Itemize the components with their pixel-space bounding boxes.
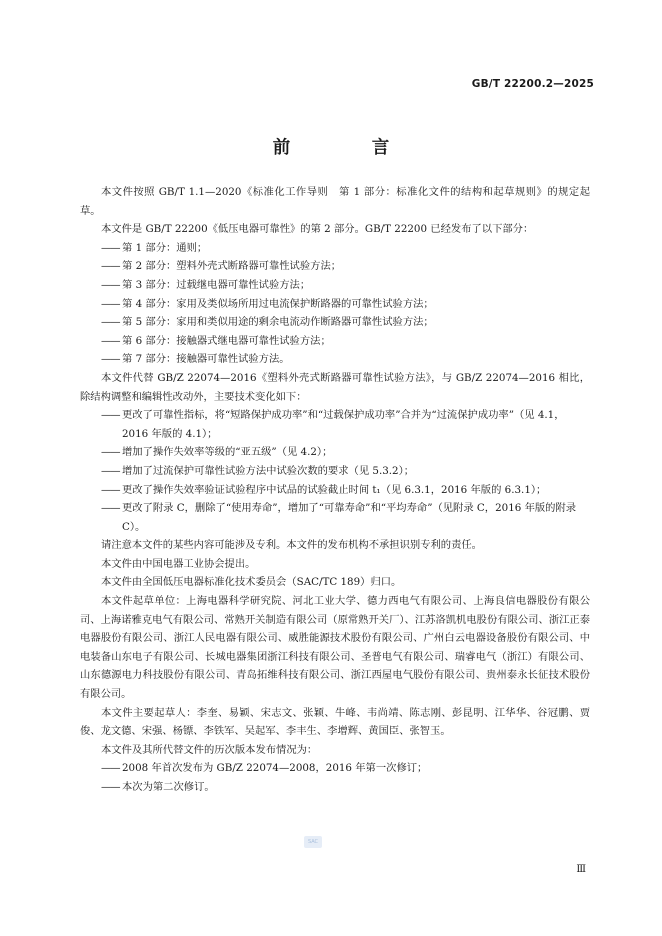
paragraph-drafters: 本文件主要起草人：李奎、易颖、宋志文、张颖、牛峰、韦尚靖、陈志刚、彭昆明、江华华、谷冠鹏、贾俊、龙文德、宋强、杨镖、李铁军、吴起军、李丰生、李增辉、黄国臣、张智玉。 [80, 706, 590, 738]
paragraph-proposer: 本文件由中国电器工业协会提出。 [101, 557, 256, 570]
paragraph-committee: 本文件由全国低压电器标准化技术委员会（SAC/TC 189）归口。 [101, 576, 402, 589]
list-item: —— 2008 年首次发布为 GB/Z 22074—2008，2016 年第一次修订； [101, 762, 428, 775]
list-item-text: 更改了附录 C，删除了“使用寿命”，增加了“可靠寿命”和“平均寿命”（见附录 C，2016 年版的附录 C）。 [122, 502, 577, 533]
parts-list [80, 239, 590, 369]
preface-body [80, 183, 590, 797]
list-item: —— 第 4 部分：家用及类似场所用过电流保护断路器的可靠性试验方法； [101, 297, 434, 310]
standard-number: GB/T 22200.2—2025 [471, 78, 594, 90]
list-item-text: 更改了操作失效率验证试验程序中试品的试验截止时间 t₁（见 6.3.1，2016 年版的 6.3.1）； [122, 483, 547, 496]
list-item-text: 本次为第二次修订。 [122, 781, 215, 793]
list-item: —— 更改了附录 C，删除了“使用寿命”，增加了“可靠寿命”和“平均寿命”（见附录 C，2016 年版的附录 C）。 [101, 502, 577, 533]
paragraph-patent-notice: 请注意本文件的某些内容可能涉及专利。本文件的发布机构不承担识别专利的责任。 [101, 539, 482, 552]
list-item: —— 第 7 部分：接触器可靠性试验方法。 [101, 353, 290, 366]
paragraph-replacement: 本文件代替 GB/Z 22074—2016《塑料外壳式断路器可靠性试验方法》，与 GB/Z 22074—2016 相比，除结构调整和编辑性改动外，主要技术变化如下： [80, 371, 590, 403]
list-item-text: 增加了过流保护可靠性试验方法中试验次数的要求（见 5.3.2）； [122, 464, 415, 477]
paragraph-series-intro: 本文件是 GB/T 22200《低压电器可靠性》的第 2 部分。GB/T 22200 已经发布了以下部分： [101, 223, 534, 236]
changes-list [80, 406, 590, 536]
list-item-text: 第 6 部分：接触器式继电器可靠性试验方法； [122, 334, 331, 347]
list-item-text: 第 7 部分：接触器可靠性试验方法。 [122, 353, 290, 366]
page-title: 前 言 [272, 138, 422, 158]
paragraph-history-intro: 本文件及其所代替文件的历次版本发布情况为： [101, 743, 318, 756]
list-item: —— 增加了过流保护可靠性试验方法中试验次数的要求（见 5.3.2）； [101, 464, 415, 477]
list-item: —— 更改了操作失效率验证试验程序中试品的试验截止时间 t₁（见 6.3.1，2016 年版的 6.3.1）； [101, 483, 547, 496]
list-item: —— 第 2 部分：塑料外壳式断路器可靠性试验方法； [101, 260, 342, 273]
list-item-text: 第 2 部分：塑料外壳式断路器可靠性试验方法； [122, 260, 342, 273]
paragraph-drafting-rules: 本文件按照 GB/T 1.1—2020《标准化工作导则 第 1 部分：标准化文件的结构和起草规则》的规定起草。 [80, 186, 590, 217]
list-item: —— 更改了可靠性指标，将“短路保护成功率”和“过载保护成功率”合并为“过流保护成功率”（见 4.1，2016 年版的 4.1）； [101, 409, 565, 440]
list-item-text: 更改了可靠性指标，将“短路保护成功率”和“过载保护成功率”合并为“过流保护成功率”（见 4.1，2016 年版的 4.1）； [122, 409, 565, 440]
sac-watermark-logo: SAC [304, 836, 322, 848]
list-item: —— 第 1 部分：通则； [101, 241, 208, 254]
list-item: —— 本次为第二次修订。 [101, 781, 215, 793]
list-item-text: 第 5 部分：家用和类似用途的剩余电流动作断路器可靠性试验方法； [122, 316, 434, 329]
list-item-text: 第 4 部分：家用及类似场所用过电流保护断路器的可靠性试验方法； [122, 297, 434, 310]
paragraph-drafting-units: 本文件起草单位：上海电器科学研究院、河北工业大学、德力西电气有限公司、上海良信电器股份有限公司、上海诺雅克电气有限公司、常熟开关制造有限公司（原常熟开关厂）、江苏洛凯机电股份有限公司、浙江正泰电器股份有限公司、浙江人民电器有限公司、威胜能源技术股份有限公司、广州白云电器设备股份有限公司、中电装备山东电子有限公司、长城电器集团浙江科技有限公司、圣普电气有限公司、瑞睿电气（浙江）有限公司、山东德源电力科技股份有限公司、青岛拓维科技有限公司、浙江西屋电气股份有限公司、贵州泰永长征技术股份有限公司。 [80, 595, 590, 701]
list-item: —— 第 5 部分：家用和类似用途的剩余电流动作断路器可靠性试验方法； [101, 316, 434, 329]
page-number: Ⅲ [576, 864, 586, 875]
history-list [80, 759, 590, 796]
list-item: —— 增加了操作失效率等级的“亚五级”（见 4.2）； [101, 446, 333, 459]
list-item-text: 第 1 部分：通则； [122, 241, 208, 254]
list-item-text: 第 3 部分：过载继电器可靠性试验方法； [122, 278, 311, 291]
list-item-text: 增加了操作失效率等级的“亚五级”（见 4.2）； [122, 446, 333, 459]
list-item: —— 第 6 部分：接触器式继电器可靠性试验方法； [101, 334, 331, 347]
list-item: —— 第 3 部分：过载继电器可靠性试验方法； [101, 278, 311, 291]
list-item-text: 2008 年首次发布为 GB/Z 22074—2008，2016 年第一次修订； [122, 762, 428, 775]
